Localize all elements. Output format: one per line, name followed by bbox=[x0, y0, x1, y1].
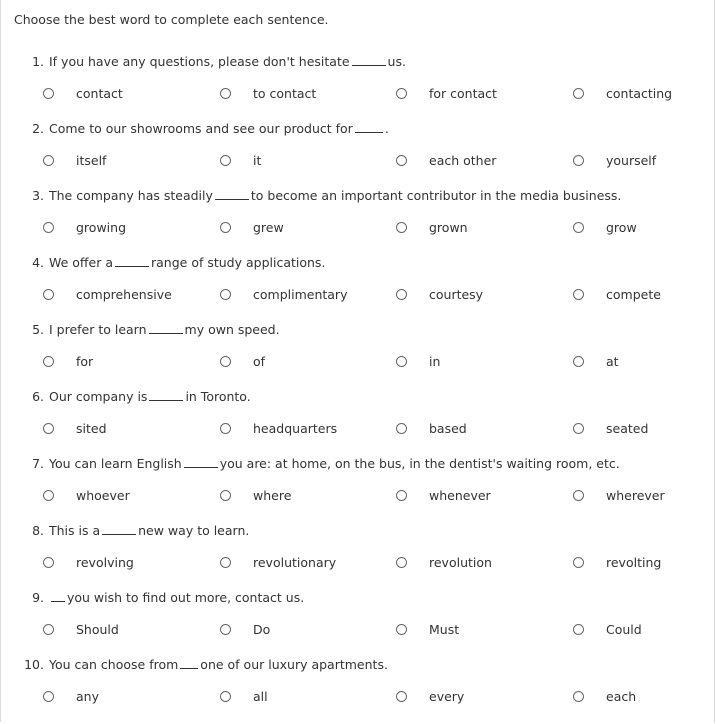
option-label: Do bbox=[253, 621, 271, 637]
option-radio[interactable] bbox=[573, 486, 665, 504]
option-label: grew bbox=[253, 219, 284, 235]
question-number: 9. bbox=[32, 590, 44, 605]
question-number: 5. bbox=[32, 322, 44, 337]
answer-blank bbox=[184, 457, 218, 468]
option-label: contacting bbox=[606, 85, 673, 101]
radio-circle-icon[interactable] bbox=[573, 289, 584, 300]
option-radio[interactable] bbox=[396, 352, 440, 370]
option-label: compete bbox=[606, 286, 661, 302]
option-label: all bbox=[253, 688, 268, 704]
radio-circle-icon[interactable] bbox=[220, 490, 231, 501]
option-label: to contact bbox=[253, 85, 317, 101]
sentence-before: This is a bbox=[48, 523, 101, 538]
sentence-before: Our company is bbox=[48, 389, 148, 404]
sentence-after: range of study applications. bbox=[151, 255, 326, 270]
radio-circle-icon[interactable] bbox=[43, 423, 54, 434]
sentence-before: You can choose from bbox=[48, 657, 179, 672]
option-label: revolutionary bbox=[253, 554, 337, 570]
sentence-before: Come to our showrooms and see our product for bbox=[48, 121, 353, 136]
sentence-before: The company has steadily bbox=[48, 188, 213, 203]
radio-circle-icon[interactable] bbox=[220, 624, 231, 635]
option-radio[interactable] bbox=[573, 620, 642, 638]
option-radio[interactable] bbox=[43, 687, 99, 705]
option-label: for contact bbox=[429, 85, 497, 101]
option-radio[interactable] bbox=[43, 151, 106, 169]
question-number: 7. bbox=[32, 456, 44, 471]
option-label: whoever bbox=[76, 487, 130, 503]
radio-circle-icon[interactable] bbox=[573, 155, 584, 166]
question-number: 8. bbox=[32, 523, 44, 538]
radio-circle-icon[interactable] bbox=[396, 356, 407, 367]
option-label: complimentary bbox=[253, 286, 348, 302]
option-radio[interactable] bbox=[220, 218, 284, 236]
option-radio[interactable] bbox=[43, 352, 93, 370]
radio-circle-icon[interactable] bbox=[396, 691, 407, 702]
option-radio[interactable] bbox=[396, 84, 497, 102]
option-label: revolution bbox=[429, 554, 492, 570]
option-radio[interactable] bbox=[43, 620, 119, 638]
question-number: 10. bbox=[24, 657, 44, 672]
option-radio[interactable] bbox=[396, 151, 496, 169]
option-radio[interactable] bbox=[43, 285, 172, 303]
question-sentence bbox=[0, 255, 325, 270]
answer-blank bbox=[352, 55, 386, 66]
option-label: Should bbox=[76, 621, 119, 637]
option-label: it bbox=[253, 152, 262, 168]
option-label: seated bbox=[606, 420, 649, 436]
answer-blank bbox=[115, 256, 149, 267]
radio-circle-icon[interactable] bbox=[573, 490, 584, 501]
option-radio[interactable] bbox=[396, 620, 459, 638]
radio-circle-icon[interactable] bbox=[396, 490, 407, 501]
radio-circle-icon[interactable] bbox=[43, 356, 54, 367]
option-label: every bbox=[429, 688, 465, 704]
option-label: grown bbox=[429, 219, 468, 235]
option-label: revolving bbox=[76, 554, 134, 570]
option-radio[interactable] bbox=[573, 687, 636, 705]
option-label: sited bbox=[76, 420, 107, 436]
question-7 bbox=[0, 456, 716, 523]
radio-circle-icon[interactable] bbox=[43, 88, 54, 99]
option-radio[interactable] bbox=[43, 84, 123, 102]
answer-blank bbox=[180, 658, 198, 669]
option-radio[interactable] bbox=[220, 285, 347, 303]
question-number: 3. bbox=[32, 188, 44, 203]
question-sentence bbox=[0, 54, 406, 69]
sentence-after: one of our luxury apartments. bbox=[200, 657, 388, 672]
question-sentence bbox=[0, 456, 620, 471]
radio-circle-icon[interactable] bbox=[43, 222, 54, 233]
option-label: comprehensive bbox=[76, 286, 172, 302]
question-number: 1. bbox=[32, 54, 44, 69]
option-label: based bbox=[429, 420, 467, 436]
option-radio[interactable] bbox=[573, 285, 661, 303]
option-radio[interactable] bbox=[43, 419, 107, 437]
sentence-before: If you have any questions, please don't hesitate bbox=[48, 54, 350, 69]
option-radio[interactable] bbox=[220, 620, 270, 638]
question-number: 4. bbox=[32, 255, 44, 270]
radio-circle-icon[interactable] bbox=[573, 557, 584, 568]
option-label: growing bbox=[76, 219, 126, 235]
radio-circle-icon[interactable] bbox=[43, 557, 54, 568]
option-label: in bbox=[429, 353, 441, 369]
option-label: each other bbox=[429, 152, 497, 168]
option-radio[interactable] bbox=[396, 553, 492, 571]
answer-blank bbox=[102, 524, 136, 535]
question-sentence bbox=[0, 657, 388, 672]
option-radio[interactable] bbox=[220, 687, 268, 705]
radio-circle-icon[interactable] bbox=[220, 423, 231, 434]
sentence-before: We offer a bbox=[48, 255, 113, 270]
radio-circle-icon[interactable] bbox=[43, 624, 54, 635]
instructions-text: Choose the best word to complete each sentence. bbox=[14, 12, 329, 27]
option-label: grow bbox=[606, 219, 637, 235]
option-radio[interactable] bbox=[43, 486, 130, 504]
option-radio[interactable] bbox=[573, 553, 661, 571]
question-number: 6. bbox=[32, 389, 44, 404]
question-sentence bbox=[0, 322, 280, 337]
radio-circle-icon[interactable] bbox=[220, 222, 231, 233]
radio-circle-icon[interactable] bbox=[220, 88, 231, 99]
option-radio[interactable] bbox=[396, 687, 464, 705]
radio-circle-icon[interactable] bbox=[573, 356, 584, 367]
answer-blank bbox=[215, 189, 249, 200]
radio-circle-icon[interactable] bbox=[396, 557, 407, 568]
radio-circle-icon[interactable] bbox=[43, 155, 54, 166]
radio-circle-icon[interactable] bbox=[396, 222, 407, 233]
sentence-after: in Toronto. bbox=[185, 389, 251, 404]
option-label: whenever bbox=[429, 487, 491, 503]
option-radio[interactable] bbox=[573, 218, 637, 236]
radio-circle-icon[interactable] bbox=[43, 691, 54, 702]
option-radio[interactable] bbox=[220, 352, 265, 370]
option-label: any bbox=[76, 688, 99, 704]
option-radio[interactable] bbox=[573, 352, 619, 370]
option-label: of bbox=[253, 353, 266, 369]
radio-circle-icon[interactable] bbox=[396, 423, 407, 434]
option-radio[interactable] bbox=[396, 218, 468, 236]
question-number: 2. bbox=[32, 121, 44, 136]
radio-circle-icon[interactable] bbox=[220, 557, 231, 568]
option-label: itself bbox=[76, 152, 107, 168]
sentence-after: my own speed. bbox=[184, 322, 280, 337]
sentence-after: you wish to find out more, contact us. bbox=[66, 590, 305, 605]
question-sentence bbox=[0, 590, 304, 605]
question-10 bbox=[0, 657, 716, 724]
option-label: wherever bbox=[606, 487, 665, 503]
radio-circle-icon[interactable] bbox=[573, 423, 584, 434]
option-radio[interactable] bbox=[220, 553, 336, 571]
radio-circle-icon[interactable] bbox=[220, 356, 231, 367]
radio-circle-icon[interactable] bbox=[396, 624, 407, 635]
radio-circle-icon[interactable] bbox=[220, 691, 231, 702]
radio-circle-icon[interactable] bbox=[573, 624, 584, 635]
option-label: revolting bbox=[606, 554, 662, 570]
radio-circle-icon[interactable] bbox=[396, 155, 407, 166]
option-label: yourself bbox=[606, 152, 657, 168]
question-sentence bbox=[0, 389, 251, 404]
option-radio[interactable] bbox=[573, 84, 672, 102]
question-sentence bbox=[0, 188, 621, 203]
option-radio[interactable] bbox=[43, 553, 134, 571]
question-sentence bbox=[0, 121, 389, 136]
option-label: headquarters bbox=[253, 420, 338, 436]
sentence-after: you are: at home, on the bus, in the dentist's waiting room, etc. bbox=[219, 456, 620, 471]
option-label: for bbox=[76, 353, 94, 369]
option-radio[interactable] bbox=[396, 419, 467, 437]
option-label: courtesy bbox=[429, 286, 484, 302]
question-3 bbox=[0, 188, 716, 255]
option-radio[interactable] bbox=[220, 486, 291, 504]
question-2 bbox=[0, 121, 716, 188]
option-label: Could bbox=[606, 621, 642, 637]
option-radio[interactable] bbox=[220, 419, 337, 437]
option-radio[interactable] bbox=[220, 84, 316, 102]
option-radio[interactable] bbox=[396, 486, 491, 504]
question-6 bbox=[0, 389, 716, 456]
option-radio[interactable] bbox=[220, 151, 261, 169]
answer-blank bbox=[51, 591, 65, 602]
option-radio[interactable] bbox=[573, 151, 656, 169]
sentence-after: . bbox=[384, 121, 389, 136]
option-label: contact bbox=[76, 85, 123, 101]
radio-circle-icon[interactable] bbox=[43, 289, 54, 300]
question-5 bbox=[0, 322, 716, 389]
sentence-before: I prefer to learn bbox=[48, 322, 147, 337]
option-label: Must bbox=[429, 621, 460, 637]
option-label: each bbox=[606, 688, 637, 704]
answer-blank bbox=[355, 122, 383, 133]
sentence-after: us. bbox=[387, 54, 406, 69]
question-8 bbox=[0, 523, 716, 590]
option-label: where bbox=[253, 487, 292, 503]
answer-blank bbox=[149, 390, 183, 401]
radio-circle-icon[interactable] bbox=[43, 490, 54, 501]
question-9 bbox=[0, 590, 716, 657]
question-4 bbox=[0, 255, 716, 322]
question-sentence bbox=[0, 523, 249, 538]
option-radio[interactable] bbox=[573, 419, 648, 437]
option-label: at bbox=[606, 353, 619, 369]
radio-circle-icon[interactable] bbox=[396, 289, 407, 300]
radio-circle-icon[interactable] bbox=[573, 88, 584, 99]
answer-blank bbox=[149, 323, 183, 334]
sentence-after: to become an important contributor in the media business. bbox=[250, 188, 622, 203]
radio-circle-icon[interactable] bbox=[220, 289, 231, 300]
sentence-before: You can learn English bbox=[48, 456, 182, 471]
radio-circle-icon[interactable] bbox=[396, 88, 407, 99]
sentence-after: new way to learn. bbox=[138, 523, 250, 538]
option-radio[interactable] bbox=[43, 218, 126, 236]
option-radio[interactable] bbox=[396, 285, 483, 303]
question-1 bbox=[0, 54, 716, 121]
radio-circle-icon[interactable] bbox=[573, 691, 584, 702]
radio-circle-icon[interactable] bbox=[573, 222, 584, 233]
radio-circle-icon[interactable] bbox=[220, 155, 231, 166]
